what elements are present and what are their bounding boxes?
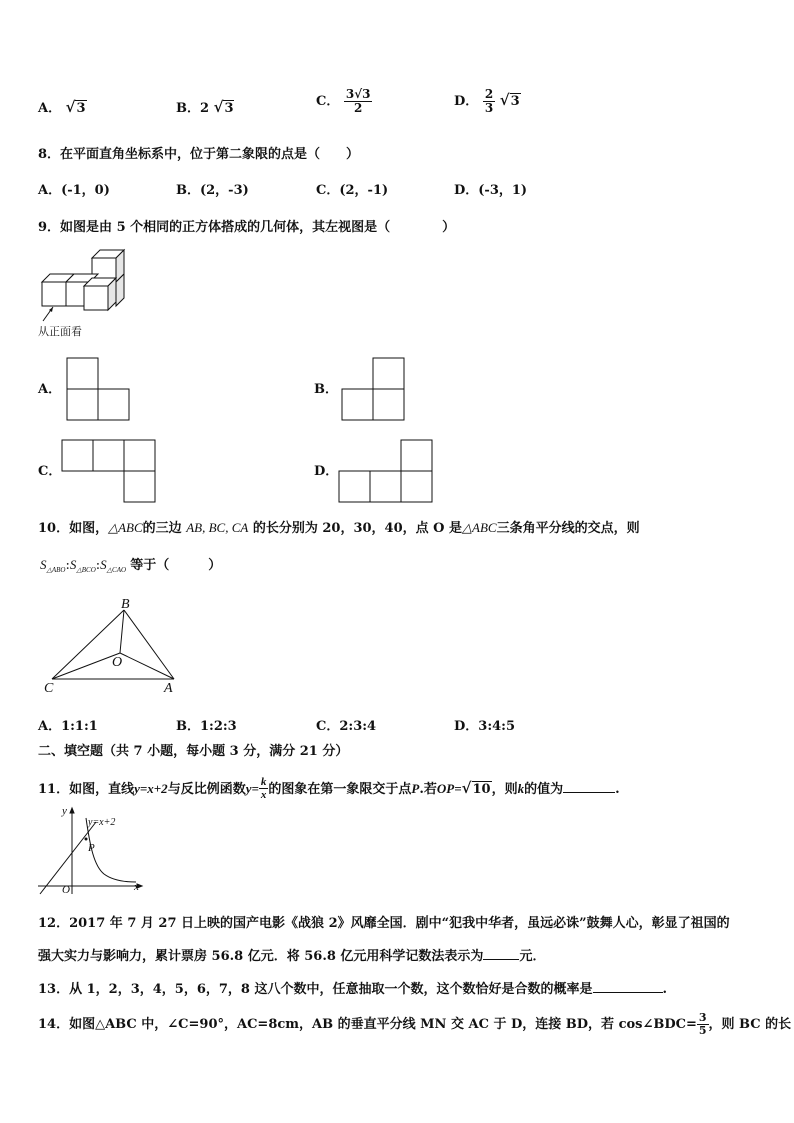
q8-option-d[interactable]: D．(-3，1) [454,183,528,198]
q10-label-a: A [164,681,173,696]
section-2-title: 二、填空题（共 7 小题，每小题 3 分，满分 21 分） [38,744,349,759]
answer-blank[interactable] [563,780,615,793]
q9-option-d-label[interactable]: D． [314,464,339,479]
q10-triangle-figure [40,595,190,695]
arrow-icon [40,303,60,323]
q8-option-a[interactable]: A．(-1，0) [38,183,110,198]
q9-option-c-label[interactable]: C． [38,464,62,479]
q7-option-a[interactable]: A． √3 [38,98,86,116]
q11-graph-origin: O [62,884,70,896]
q10-option-b[interactable]: B．1:2:3 [176,719,237,734]
q11-graph-y-axis: y [62,805,67,817]
sqrt-symbol: √3 [499,91,520,110]
q8-option-c[interactable]: C．(2，-1) [316,183,389,198]
q14-stem: 14．如图△ABC 中，∠C=90°，AC=8cm，AB 的垂直平分线 MN 交 AC 于 D，连接 BD，若 cos∠BDC= $\frac{3}{5}$ ，则 BC 的长 [38,1011,792,1038]
q9-option-a-figure[interactable] [66,357,132,421]
fraction: $\frac{3√3}{2}$ [345,87,371,116]
q10-ratio-expression: $S_{\triangle ABO}:S_{\triangle BCO}:S_{\triangle CAO}$ 等于（ ） [40,557,222,574]
q10-option-d[interactable]: D．3:4:5 [454,719,516,734]
sqrt-symbol: √10 [461,779,491,798]
q9-option-d-figure[interactable] [338,439,434,503]
sqrt-symbol: √3 [65,98,86,116]
q7-option-b[interactable]: B．2 √3 [176,98,234,116]
q10-option-c[interactable]: C．2:3:4 [316,719,377,734]
q10-label-b: B [121,597,130,612]
q11-graph-line-label: y=x+2 [88,817,116,828]
q12-line1: 12．2017 年 7 月 27 日上映的国产电影《战狼 2》风靡全国．剧中“犯我中华者，虽远必诛”鼓舞人心，彰显了祖国的 [38,916,730,931]
q10-label-o: O [112,655,123,670]
q12-line2: 强大实力与影响力，累计票房 56.8 亿元．将 56.8 亿元用科学记数法表示为 元． [38,949,546,964]
q13-stem: 13．从 1，2，3，4，5，6，7，8 这八个数中，任意抽取一个数，这个数恰好是合数的概率是 . [38,982,668,997]
q11-graph-x-axis: x [134,881,139,893]
q9-option-b-figure[interactable] [341,357,407,421]
q9-option-a-label[interactable]: A． [38,382,62,397]
q9-option-c-figure[interactable] [61,439,157,503]
q8-stem: 8．在平面直角坐标系中，位于第二象限的点是（ ） [38,147,360,162]
q10-option-a[interactable]: A．1:1:1 [38,719,98,734]
q11-stem: 11．如图，直线y=x+2与反比例函数y= $\frac{k}{x}$ 的图象在第一象限交于点P.若OP=√10，则k的值为 . [38,776,620,802]
q7-option-c[interactable]: C． $\frac{3√3}{2}$ [316,87,371,116]
q9-stem: 9．如图是由 5 个相同的正方体搭成的几何体，其左视图是（ ） [38,220,456,235]
answer-blank[interactable] [593,980,663,993]
answer-blank[interactable] [483,947,519,960]
fraction: $\frac{3}{5}$ [698,1011,707,1038]
q8-option-b[interactable]: B．(2，-3) [176,183,249,198]
fraction: $\frac{2}{3}$ [484,87,494,116]
q11-graph-point: P [88,842,95,854]
q10-stem: 10．如图，△ABC的三边 AB, BC, CA 的长分别为 20，30，40，点 O 是△ABC三条角平分线的交点，则 [38,520,640,536]
q10-label-c: C [44,681,54,696]
q9-caption: 从正面看 [38,325,82,338]
q7-option-d[interactable]: D． $\frac{2}{3}$ √3 [454,87,520,116]
q9-option-b-label[interactable]: B． [314,382,338,397]
sqrt-symbol: √3 [213,98,234,116]
